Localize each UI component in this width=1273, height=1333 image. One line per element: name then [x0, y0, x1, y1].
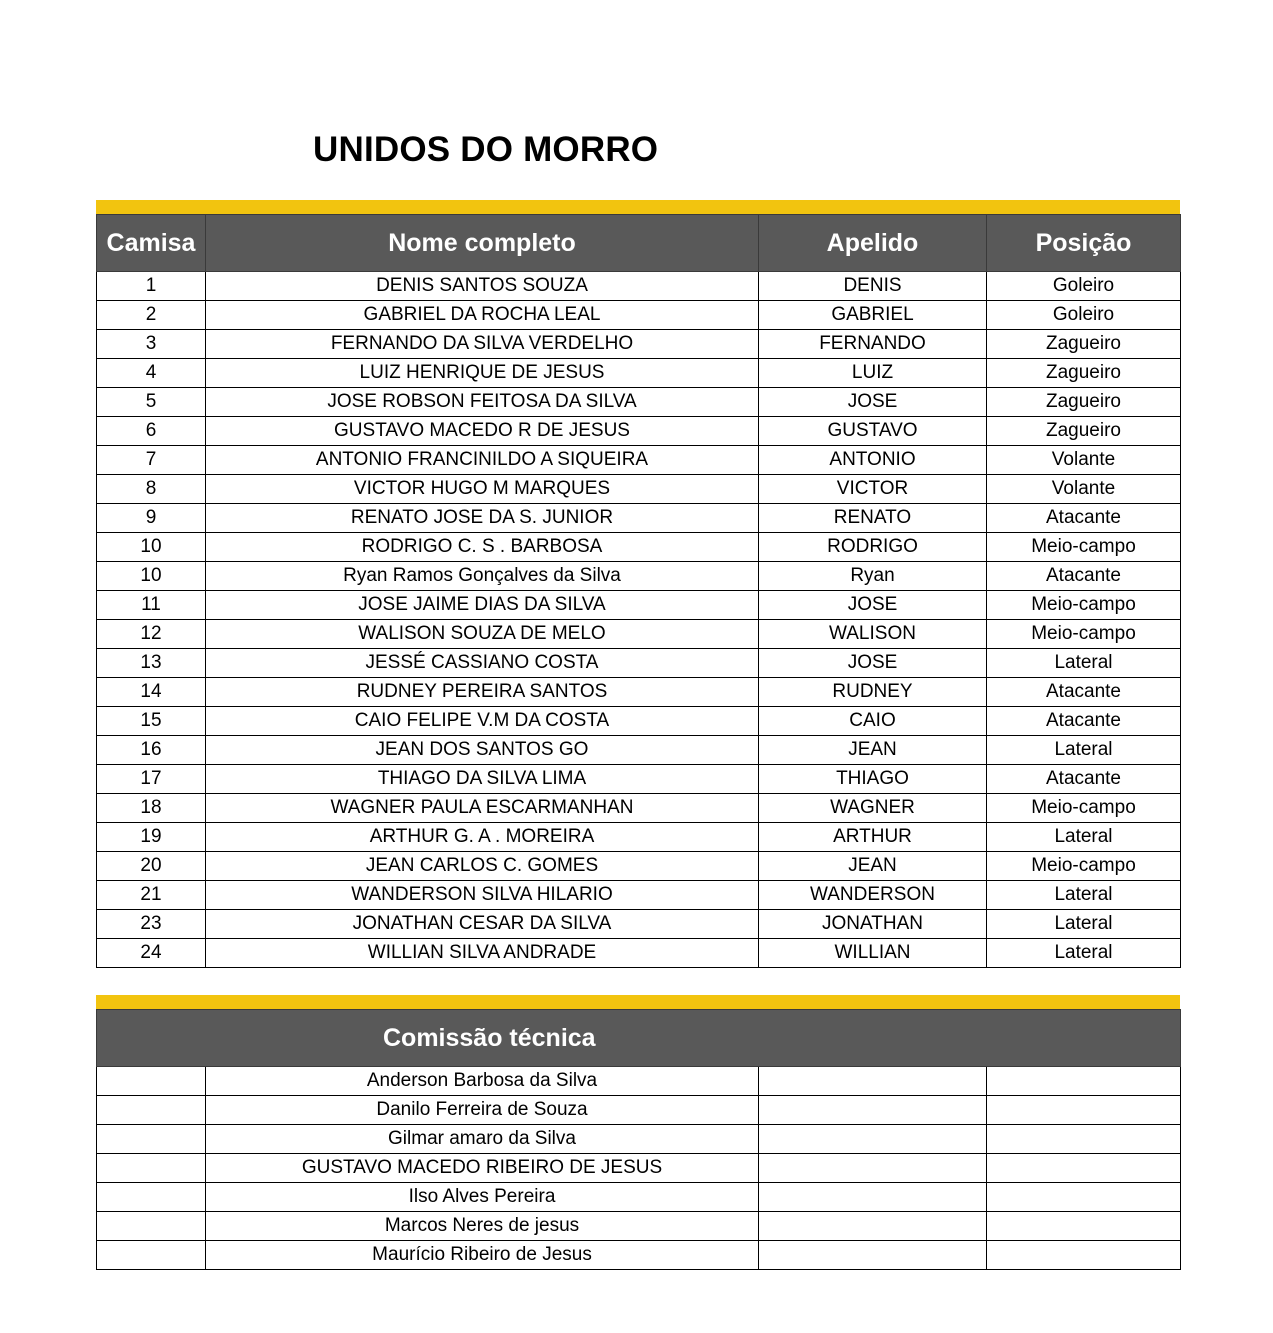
table-row [97, 1096, 1181, 1125]
table-row [97, 272, 1181, 301]
player-number: 14 [97, 678, 206, 707]
player-number: 23 [97, 910, 206, 939]
player-number: 3 [97, 330, 206, 359]
empty-cell [987, 1125, 1181, 1154]
player-position: Meio-campo [987, 620, 1181, 649]
player-number: 18 [97, 794, 206, 823]
staff-member-name: Anderson Barbosa da Silva [206, 1067, 759, 1096]
player-nickname: WALISON [759, 620, 987, 649]
player-full-name: JESSÉ CASSIANO COSTA [206, 649, 759, 678]
player-nickname: GABRIEL [759, 301, 987, 330]
table-row [97, 620, 1181, 649]
empty-cell [987, 1154, 1181, 1183]
player-position: Volante [987, 446, 1181, 475]
player-position: Goleiro [987, 301, 1181, 330]
player-full-name: LUIZ HENRIQUE DE JESUS [206, 359, 759, 388]
player-position: Atacante [987, 678, 1181, 707]
table-row [97, 910, 1181, 939]
empty-cell [759, 1183, 987, 1212]
player-position: Atacante [987, 765, 1181, 794]
player-full-name: WILLIAN SILVA ANDRADE [206, 939, 759, 968]
player-full-name: WALISON SOUZA DE MELO [206, 620, 759, 649]
player-position: Zagueiro [987, 417, 1181, 446]
table-row [97, 707, 1181, 736]
table-row [97, 765, 1181, 794]
player-number: 6 [97, 417, 206, 446]
player-nickname: FERNANDO [759, 330, 987, 359]
player-full-name: GUSTAVO MACEDO R DE JESUS [206, 417, 759, 446]
player-position: Lateral [987, 881, 1181, 910]
player-nickname: WAGNER [759, 794, 987, 823]
roster-table [96, 214, 1181, 968]
player-position: Atacante [987, 707, 1181, 736]
player-number: 10 [97, 562, 206, 591]
staff-accent-bar [96, 995, 1180, 1009]
table-row [97, 446, 1181, 475]
table-row [97, 301, 1181, 330]
player-position: Meio-campo [987, 533, 1181, 562]
table-row [97, 388, 1181, 417]
empty-cell [759, 1125, 987, 1154]
table-row [97, 1241, 1181, 1270]
player-full-name: JOSE JAIME DIAS DA SILVA [206, 591, 759, 620]
player-nickname: ARTHUR [759, 823, 987, 852]
table-row [97, 649, 1181, 678]
staff-member-name: Maurício Ribeiro de Jesus [206, 1241, 759, 1270]
empty-cell [97, 1096, 206, 1125]
player-nickname: CAIO [759, 707, 987, 736]
player-number: 12 [97, 620, 206, 649]
player-position: Zagueiro [987, 330, 1181, 359]
staff-member-name: Gilmar amaro da Silva [206, 1125, 759, 1154]
player-nickname: GUSTAVO [759, 417, 987, 446]
player-position: Meio-campo [987, 794, 1181, 823]
player-full-name: RENATO JOSE DA S. JUNIOR [206, 504, 759, 533]
player-nickname: RUDNEY [759, 678, 987, 707]
table-row [97, 417, 1181, 446]
player-number: 2 [97, 301, 206, 330]
empty-cell [759, 1067, 987, 1096]
empty-cell [987, 1241, 1181, 1270]
staff-member-name: Marcos Neres de jesus [206, 1212, 759, 1241]
player-position: Goleiro [987, 272, 1181, 301]
table-row [97, 1212, 1181, 1241]
player-number: 7 [97, 446, 206, 475]
staff-table [96, 1009, 1181, 1270]
player-full-name: CAIO FELIPE V.M DA COSTA [206, 707, 759, 736]
empty-cell [759, 1241, 987, 1270]
empty-cell [97, 1067, 206, 1096]
table-row [97, 1183, 1181, 1212]
player-number: 5 [97, 388, 206, 417]
staff-member-name: Danilo Ferreira de Souza [206, 1096, 759, 1125]
table-row [97, 504, 1181, 533]
player-position: Lateral [987, 910, 1181, 939]
player-nickname: DENIS [759, 272, 987, 301]
player-number: 24 [97, 939, 206, 968]
player-number: 4 [97, 359, 206, 388]
empty-cell [97, 1212, 206, 1241]
table-row [97, 881, 1181, 910]
player-nickname: JONATHAN [759, 910, 987, 939]
player-position: Meio-campo [987, 852, 1181, 881]
header-number: Camisa [97, 215, 206, 272]
player-number: 1 [97, 272, 206, 301]
player-nickname: WILLIAN [759, 939, 987, 968]
player-nickname: JOSE [759, 649, 987, 678]
empty-cell [759, 1096, 987, 1125]
empty-cell [987, 1067, 1181, 1096]
player-full-name: ANTONIO FRANCINILDO A SIQUEIRA [206, 446, 759, 475]
player-number: 19 [97, 823, 206, 852]
player-nickname: RODRIGO [759, 533, 987, 562]
player-nickname: VICTOR [759, 475, 987, 504]
player-full-name: Ryan Ramos Gonçalves da Silva [206, 562, 759, 591]
player-full-name: VICTOR HUGO M MARQUES [206, 475, 759, 504]
team-title: UNIDOS DO MORRO [313, 130, 659, 169]
empty-cell [987, 1212, 1181, 1241]
empty-cell [987, 1096, 1181, 1125]
player-full-name: FERNANDO DA SILVA VERDELHO [206, 330, 759, 359]
player-full-name: JEAN DOS SANTOS GO [206, 736, 759, 765]
empty-cell [759, 1154, 987, 1183]
player-nickname: JEAN [759, 852, 987, 881]
table-row [97, 359, 1181, 388]
table-row [97, 330, 1181, 359]
table-row [97, 678, 1181, 707]
player-nickname: JOSE [759, 591, 987, 620]
player-full-name: RUDNEY PEREIRA SANTOS [206, 678, 759, 707]
table-row [97, 736, 1181, 765]
player-nickname: WANDERSON [759, 881, 987, 910]
player-number: 10 [97, 533, 206, 562]
empty-cell [97, 1125, 206, 1154]
player-nickname: ANTONIO [759, 446, 987, 475]
player-position: Lateral [987, 736, 1181, 765]
player-full-name: DENIS SANTOS SOUZA [206, 272, 759, 301]
player-position: Atacante [987, 562, 1181, 591]
player-position: Volante [987, 475, 1181, 504]
table-row [97, 852, 1181, 881]
table-row [97, 823, 1181, 852]
empty-cell [97, 1241, 206, 1270]
empty-cell [97, 1183, 206, 1212]
table-row [97, 1154, 1181, 1183]
roster-header-row [97, 215, 1181, 272]
player-full-name: JOSE ROBSON FEITOSA DA SILVA [206, 388, 759, 417]
player-number: 16 [97, 736, 206, 765]
player-full-name: RODRIGO C. S . BARBOSA [206, 533, 759, 562]
player-nickname: LUIZ [759, 359, 987, 388]
player-full-name: THIAGO DA SILVA LIMA [206, 765, 759, 794]
header-position: Posição [987, 215, 1181, 272]
player-nickname: JOSE [759, 388, 987, 417]
player-position: Lateral [987, 823, 1181, 852]
staff-title: Comissão técnica [97, 1010, 1181, 1067]
player-position: Atacante [987, 504, 1181, 533]
empty-cell [759, 1212, 987, 1241]
player-nickname: JEAN [759, 736, 987, 765]
player-number: 11 [97, 591, 206, 620]
header-full-name: Nome completo [206, 215, 759, 272]
player-nickname: RENATO [759, 504, 987, 533]
player-full-name: WAGNER PAULA ESCARMANHAN [206, 794, 759, 823]
empty-cell [987, 1183, 1181, 1212]
table-row [97, 591, 1181, 620]
table-row [97, 939, 1181, 968]
table-row [97, 794, 1181, 823]
table-row [97, 475, 1181, 504]
staff-member-name: Ilso Alves Pereira [206, 1183, 759, 1212]
player-position: Meio-campo [987, 591, 1181, 620]
player-position: Zagueiro [987, 388, 1181, 417]
player-position: Lateral [987, 649, 1181, 678]
table-row [97, 1125, 1181, 1154]
player-full-name: ARTHUR G. A . MOREIRA [206, 823, 759, 852]
player-full-name: GABRIEL DA ROCHA LEAL [206, 301, 759, 330]
player-position: Zagueiro [987, 359, 1181, 388]
player-number: 21 [97, 881, 206, 910]
player-number: 15 [97, 707, 206, 736]
player-number: 9 [97, 504, 206, 533]
player-position: Lateral [987, 939, 1181, 968]
table-row [97, 533, 1181, 562]
player-number: 13 [97, 649, 206, 678]
player-number: 17 [97, 765, 206, 794]
staff-member-name: GUSTAVO MACEDO RIBEIRO DE JESUS [206, 1154, 759, 1183]
table-row [97, 562, 1181, 591]
player-number: 8 [97, 475, 206, 504]
player-full-name: WANDERSON SILVA HILARIO [206, 881, 759, 910]
player-nickname: Ryan [759, 562, 987, 591]
roster-accent-bar [96, 200, 1180, 214]
staff-header-row [97, 1010, 1181, 1067]
header-nickname: Apelido [759, 215, 987, 272]
player-number: 20 [97, 852, 206, 881]
player-nickname: THIAGO [759, 765, 987, 794]
table-row [97, 1067, 1181, 1096]
player-full-name: JEAN CARLOS C. GOMES [206, 852, 759, 881]
empty-cell [97, 1154, 206, 1183]
player-full-name: JONATHAN CESAR DA SILVA [206, 910, 759, 939]
